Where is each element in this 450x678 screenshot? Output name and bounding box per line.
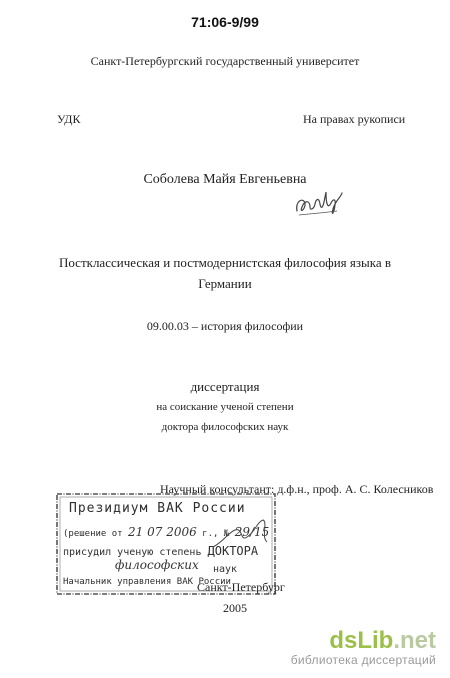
- manuscript-rights-label: На правах рукописи: [303, 112, 406, 126]
- degree-line-1: на соискание ученой степени: [156, 401, 294, 413]
- thesis-title-line-2: Германии: [198, 276, 252, 291]
- stamp-decision-mid: г., №: [202, 529, 230, 539]
- institution-name: Санкт-Петербургский государственный университет: [90, 54, 360, 68]
- author-name: Соболева Майя Евгеньевна: [143, 172, 307, 187]
- stamp-line-1: Президиум ВАК России: [69, 501, 246, 516]
- year: 2005: [223, 601, 247, 615]
- thesis-title-line-1: Постклассическая и постмодернистская философия языка в: [58, 255, 392, 270]
- document-type: диссертация: [190, 379, 260, 394]
- stamp-decision-number: 29/15: [234, 525, 270, 539]
- scientific-consultant: Научный консультант: д.ф.н., проф. А. С. Колесников: [160, 482, 434, 496]
- stamp-decision-date: 21 07 2006: [128, 525, 197, 539]
- watermark-logo: [291, 627, 436, 655]
- city: Санкт-Петербург: [197, 580, 285, 594]
- dslib-watermark: [291, 627, 436, 667]
- stamp-degree-level: ДОКТОРА: [207, 544, 259, 558]
- stamp-decision-prefix: (решение от: [63, 529, 123, 539]
- udk-label: УДК: [57, 112, 81, 126]
- degree-line-2: доктора философских наук: [161, 421, 289, 433]
- watermark-tagline: библиотека диссертаций: [290, 653, 436, 667]
- library-code: 71:06-9/99: [191, 14, 259, 30]
- author-signature: [293, 187, 345, 221]
- specialty-code: 09.00.03 – история философии: [146, 319, 304, 333]
- watermark-logo-main: dsLib: [329, 627, 394, 654]
- stamp-science-suffix: наук: [213, 564, 238, 575]
- stamp-awarded-text: присудил ученую степень: [63, 547, 202, 558]
- watermark-logo-ext: .net: [393, 627, 436, 654]
- stamp-science-field: философских: [115, 558, 199, 572]
- stamp-line-5: Начальник управления ВАК России: [63, 577, 231, 587]
